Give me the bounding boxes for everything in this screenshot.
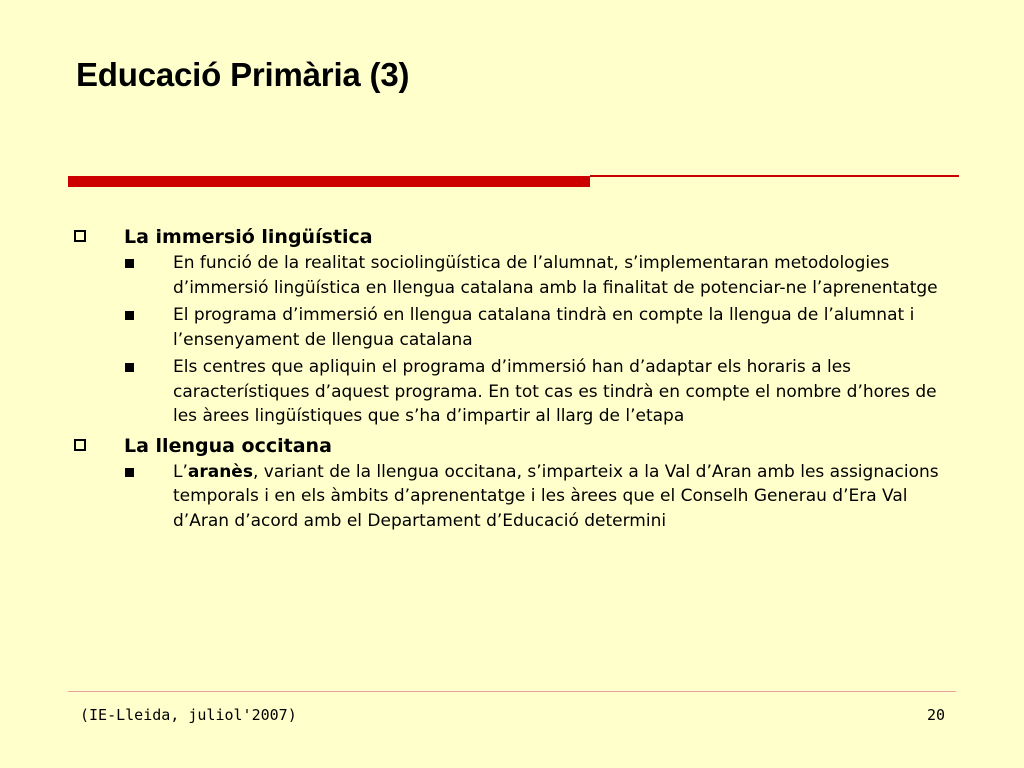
title-divider-thick	[68, 176, 590, 187]
bullet-text	[173, 462, 939, 531]
filled-square-bullet-icon	[125, 259, 134, 268]
footer-divider	[68, 691, 956, 692]
section-heading-immersio	[70, 224, 970, 250]
filled-square-bullet-icon	[125, 311, 134, 320]
bullet-text-rest: , variant de la llengua occitana, s’imparteix a la Val d’Aran amb les assignacions temporals i en els àmbits d’aprenentatge i les àrees que el Conselh Generau d’Era Val d’Aran d’acord amb el Departament d’Educació determini	[173, 461, 939, 531]
bullet-text-prefix: L’	[173, 461, 188, 482]
slide-number: 20	[926, 706, 945, 724]
bullet-text-bold: aranès	[187, 461, 253, 482]
bullet-item	[70, 251, 953, 300]
footer-source: (IE-Lleida, juliol'2007)	[80, 706, 297, 724]
section-heading-text: La llengua occitana	[124, 434, 332, 457]
title-divider-thin	[590, 175, 959, 177]
filled-square-bullet-icon	[125, 363, 134, 372]
bullet-text: Els centres que apliquin el programa d’immersió han d’adaptar els horaris a les característiques d’aquest programa. En tot cas es tindrà en compte el nombre d’hores de les àrees lingüístiques que s’ha d’impartir al llarg de l’etapa	[173, 357, 937, 426]
bullet-text: En funció de la realitat sociolingüística de l’alumnat, s’implementaran metodologies d’immersió lingüística en llengua catalana amb la finalitat de potenciar-ne l’aprenentatge	[173, 253, 938, 298]
bullet-item	[70, 460, 953, 534]
slide-content	[70, 222, 970, 533]
hollow-square-bullet-icon	[74, 439, 86, 451]
filled-square-bullet-icon	[125, 468, 134, 477]
section-heading-text: La immersió lingüística	[124, 226, 373, 248]
bullet-text: El programa d’immersió en llengua catalana tindrà en compte la llengua de l’alumnat i l’ensenyament de llengua catalana	[173, 305, 915, 350]
bullet-item	[70, 303, 953, 352]
section-heading-occitana	[70, 433, 970, 459]
bullet-item	[70, 355, 953, 429]
hollow-square-bullet-icon	[74, 230, 86, 242]
slide-title: Educació Primària (3)	[76, 56, 410, 93]
